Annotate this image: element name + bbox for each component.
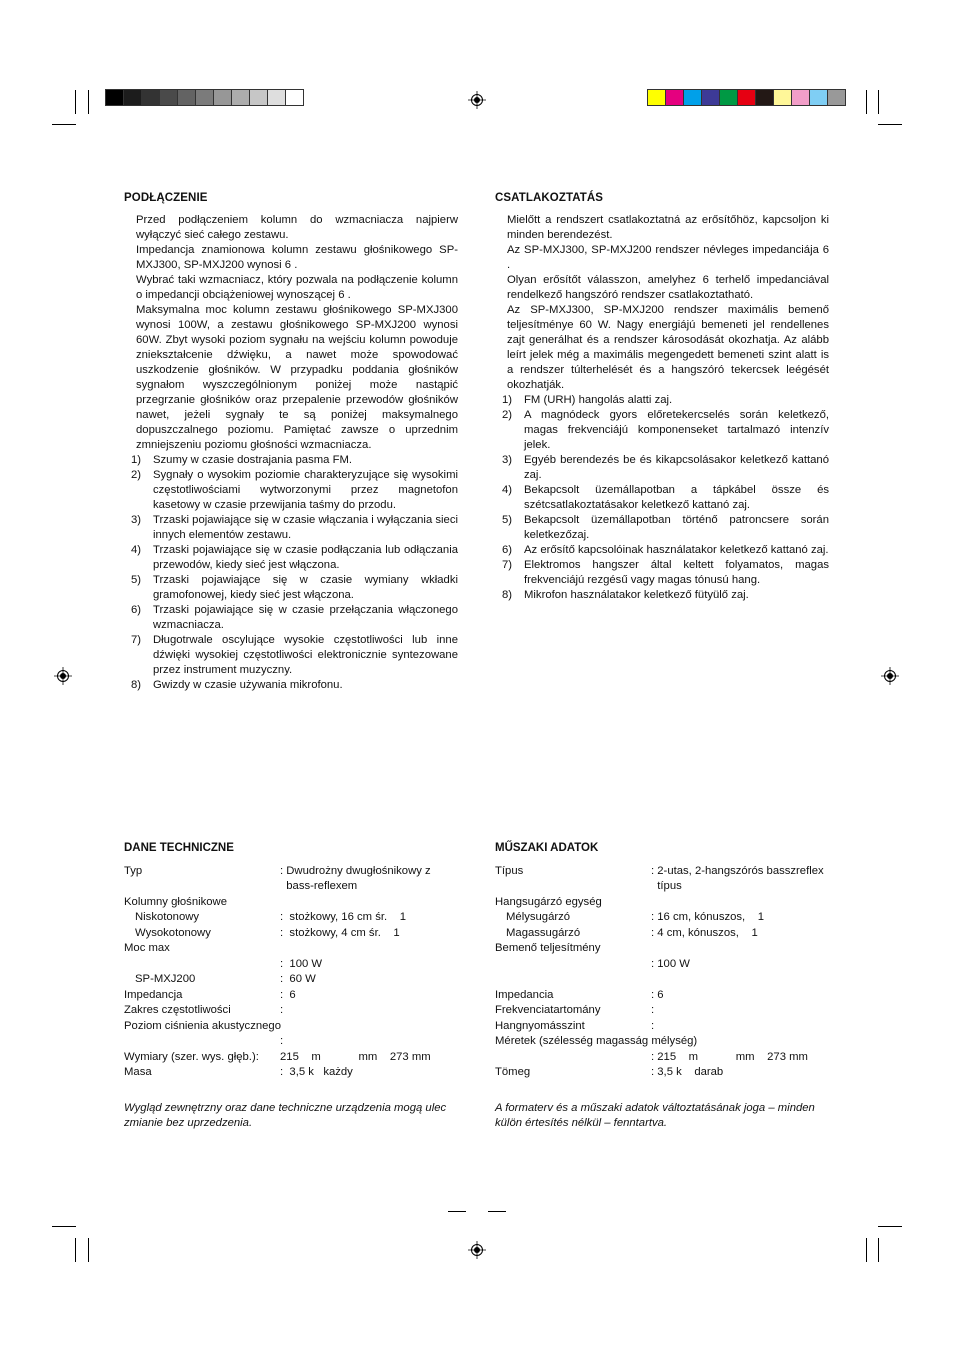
spec-value: : 4 cm, kónuszos, 1: [651, 926, 758, 939]
spec-label: Méretek (szélesség magasság mélység): [495, 1035, 698, 1047]
list-item: 3) Trzaski pojawiające się w czasie włączania i wyłączania sieci innych elementów zestawu.: [131, 514, 458, 541]
spec-value: : 3,5 k darab: [651, 1066, 724, 1078]
color-swatch: [827, 89, 846, 106]
spec-label: Tömeg: [495, 1066, 531, 1078]
registration-mark-icon: [468, 91, 486, 109]
paragraph: Wybrać taki wzmacniacz, który pozwala na podłączenie kolumn o impedancji obciążeniowej wynoszącej 6 .: [136, 274, 458, 301]
spec-label: SP-MXJ200: [135, 973, 196, 985]
color-swatch: [141, 89, 160, 106]
spec-label: Moc max: [124, 942, 170, 954]
list-item: 6) Trzaski pojawiające się w czasie przełączania włączonego wzmacniacza.: [131, 604, 458, 631]
spec-table: [495, 864, 829, 1081]
color-swatch: [159, 89, 178, 106]
spec-value: : 2-utas, 2-hangszórós basszreflex típus: [651, 864, 824, 892]
spec-row: [495, 972, 829, 988]
spec-value: : 100 W: [651, 957, 690, 970]
spec-row: [495, 926, 829, 942]
color-swatch: [737, 89, 756, 106]
registration-mark-icon: [468, 1241, 486, 1259]
color-swatch: [683, 89, 702, 106]
polish-specs-section: [124, 841, 458, 1143]
spec-row: [124, 1003, 458, 1019]
spec-row: [495, 988, 829, 1004]
list-item: 8) Mikrofon használatakor keletkező fütyülő zaj.: [502, 589, 749, 601]
color-swatch: [773, 89, 792, 106]
spec-value: : stożkowy, 16 cm śr. 1: [280, 911, 406, 923]
noise-list: [495, 393, 829, 603]
color-swatch: [285, 89, 304, 106]
spec-value: : 60 W: [280, 973, 316, 985]
spec-label: Mélysugárzó: [506, 911, 571, 923]
spec-row: [495, 1065, 829, 1081]
color-swatch: [231, 89, 250, 106]
spec-row: [124, 972, 458, 988]
spec-label: Kolumny głośnikowe: [124, 895, 227, 908]
hungarian-connection-section: [495, 191, 829, 603]
spec-value: : 215 m mm 273 mm: [651, 1050, 808, 1063]
color-swatch: [719, 89, 738, 106]
list-item: 3) Egyéb berendezés be és kikapcsolásakor keletkező kattanó zaj.: [502, 454, 829, 481]
list-item: 6) Az erősítő kapcsolóinak használatakor keletkező kattanó zaj.: [502, 544, 829, 556]
spec-value: :: [280, 1004, 284, 1016]
color-swatch: [755, 89, 774, 106]
disclaimer-note: Wygląd zewnętrzny oraz dane techniczne urządzenia mogą ulec zmianie bez uprzedzenia.: [124, 1101, 447, 1129]
spec-value: : 6: [280, 988, 296, 1001]
color-swatch: [177, 89, 196, 106]
list-item: 2) Sygnały o wysokim poziomie charakteryzujące się wysokimi częstotliwościami wytworzonymi przez magnetofon kasetowy w czasie przewijania taśmy do przodu.: [131, 469, 458, 511]
paragraph: Impedancja znamionowa kolumn zestawu głośnikowego SP-MXJ300, SP-MXJ200 wynosi 6 .: [136, 244, 458, 271]
list-item: 7) Elektromos hangszer által keltett folyamatos, magas frekvenciájú rezgésű vagy magas tónusú hang.: [502, 559, 829, 586]
section-heading: CSATLAKOZTATÁS: [495, 192, 604, 204]
spec-row: [124, 1019, 458, 1035]
spec-row: [124, 1034, 458, 1050]
spec-row: [495, 1034, 829, 1050]
spec-row: [495, 1003, 829, 1019]
spec-label: Poziom ciśnienia akustycznego: [124, 1019, 281, 1032]
spec-row: [124, 895, 458, 911]
spec-row: [495, 864, 829, 895]
registration-mark-icon: [881, 667, 899, 685]
spec-row: [124, 864, 458, 895]
spec-label: Zakres częstotliwości: [124, 1004, 231, 1016]
spec-label: Niskotonowy: [135, 911, 200, 923]
spec-row: [124, 957, 458, 973]
list-item: 2) A magnódeck gyors előretekercselés során keletkező, magas frekvenciájú komponenseket tartalmazó intenzív jelek.: [502, 409, 829, 451]
spec-label: Wymiary (szer. wys. głęb.):: [124, 1050, 259, 1063]
spec-row: [124, 926, 458, 942]
spec-row: [124, 1065, 458, 1081]
list-item: 7) Długotrwale oscylujące wysokie częstotliwości lub inne dźwięki wysokiej częstotliwości elektronicznie syntezowane przez instrument muzyczny.: [131, 634, 458, 676]
spec-value: : Dwudrożny dwugłośnikowy z bass-reflexem: [280, 864, 431, 892]
paragraph: Az SP-MXJ300, SP-MXJ200 rendszer maximális bemenő teljesítménye 60 W. Nagy energiájú bemeneti jel rendellenes zajt generálhat és a rendszer károsodását okozhatja. Az alább leírt jelek még a maximális megengedett bemeneti szint alatt is a rendszer túlterhelését és a hangszóró tekercsek leégését okozhatják.: [507, 304, 829, 391]
list-item: 1) FM (URH) hangolás alatti zaj.: [502, 394, 673, 406]
spec-row: [495, 957, 829, 973]
paragraph: Olyan erősítőt válasszon, amelyhez 6 terhelő impedanciával rendelkező hangszóró rendszer csatlakoztatható.: [507, 274, 829, 301]
spec-row: [124, 941, 458, 957]
color-swatch: [791, 89, 810, 106]
hungarian-specs-section: [495, 841, 829, 1143]
spec-value: :: [651, 1019, 655, 1032]
spec-value: : 3,5 k każdy: [280, 1066, 353, 1078]
color-swatch: [213, 89, 232, 106]
spec-label: Hangnyomásszint: [495, 1019, 585, 1032]
spec-value: : 6: [651, 988, 664, 1001]
list-item: 5) Trzaski pojawiające się w czasie wymiany wkładki gramofonowej, kiedy sieć jest włączona.: [131, 574, 458, 601]
spec-label: Masa: [124, 1066, 152, 1078]
spec-value: 215 m mm 273 mm: [280, 1050, 431, 1063]
color-swatch: [267, 89, 286, 106]
spec-label: Impedancja: [124, 988, 183, 1001]
spec-label: [495, 972, 829, 988]
list-item: 5) Bekapcsolt üzemállapotban történő patroncsere során keletkezőzaj.: [502, 514, 829, 541]
spec-table: [124, 864, 458, 1081]
spec-row: [495, 1050, 829, 1066]
spec-row: [124, 988, 458, 1004]
spec-value: : 100 W: [280, 957, 323, 970]
spec-value: :: [651, 1004, 655, 1016]
spec-value: :: [280, 1035, 284, 1047]
paragraph: Przed podłączeniem kolumn do wzmacniacza najpierw wyłączyć sieć całego zestawu.: [136, 214, 458, 241]
section-heading: PODŁĄCZENIE: [124, 192, 208, 204]
spec-row: [124, 910, 458, 926]
spec-row: [495, 910, 829, 926]
list-item: 4) Bekapcsolt üzemállapotban a tápkábel össze és szétcsatlakoztatásakor keletkező kattanó zaj.: [502, 484, 829, 511]
color-swatch: [195, 89, 214, 106]
spec-value: : stożkowy, 4 cm śr. 1: [280, 926, 400, 939]
polish-connection-section: [124, 191, 458, 693]
disclaimer-note: A formaterv és a műszaki adatok változtatásának joga – minden külön értesítés nélkül – fenntartva.: [495, 1101, 815, 1129]
color-swatch: [249, 89, 268, 106]
registration-mark-icon: [54, 667, 72, 685]
list-item: 4) Trzaski pojawiające się w czasie podłączania lub odłączania przewodów, kiedy sieć jest włączona.: [131, 544, 458, 571]
spec-row: [124, 1050, 458, 1066]
list-item: 8) Gwizdy w czasie używania mikrofonu.: [131, 679, 343, 691]
spec-row: [495, 941, 829, 957]
paragraph: Az SP-MXJ300, SP-MXJ200 rendszer névleges impedanciája 6 .: [507, 244, 829, 271]
spec-label: Wysokotonowy: [135, 926, 211, 939]
color-swatch: [701, 89, 720, 106]
noise-list: [124, 453, 458, 693]
paragraph: Maksymalna moc kolumn zestawu głośnikowego SP-MXJ300 wynosi 100W, a zestawu głośnikowego SP-MXJ200 wynosi 60W. Zbyt wysoki poziom sygnału na wejściu kolumn powoduje zniekształcenie dźwięku, a nawet może spowodować uszkodzenie głośników. W przypadku poddania głośników sygnałom wyszczególnionym poniżej może nastąpić przegrzanie głośników oraz przepalenie przewodów głośników nawet, jeżeli sygnały te są poniżej maksymalnego dopuszczalnego poziomu. Pamiętać zawsze o uprzednim zmniejszeniu poziomu głośności wzmacniacza.: [136, 304, 458, 451]
color-swatch: [647, 89, 666, 106]
spec-value: : 16 cm, kónuszos, 1: [651, 911, 765, 923]
spec-label: Magassugárzó: [506, 926, 581, 939]
section-heading: MŰSZAKI ADATOK: [495, 842, 599, 854]
spec-label: Hangsugárzó egység: [495, 895, 602, 908]
spec-label: Frekvenciatartomány: [495, 1004, 601, 1016]
spec-row: [495, 895, 829, 911]
section-heading: DANE TECHNICZNE: [124, 842, 234, 854]
paragraph: Mielőtt a rendszert csatlakoztatná az erősítőhöz, kapcsoljon ki minden berendezést.: [507, 214, 829, 241]
spec-label: Bemenő teljesítmény: [495, 942, 601, 954]
spec-label: Típus: [495, 864, 524, 877]
spec-label: Typ: [124, 864, 143, 877]
color-swatch: [123, 89, 142, 106]
spec-label: Impedancia: [495, 988, 554, 1001]
color-swatch: [809, 89, 828, 106]
spec-row: [495, 1019, 829, 1035]
color-swatch: [665, 89, 684, 106]
spec-label: [124, 1034, 458, 1050]
list-item: 1) Szumy w czasie dostrajania pasma FM.: [131, 454, 353, 466]
color-swatch: [105, 89, 124, 106]
